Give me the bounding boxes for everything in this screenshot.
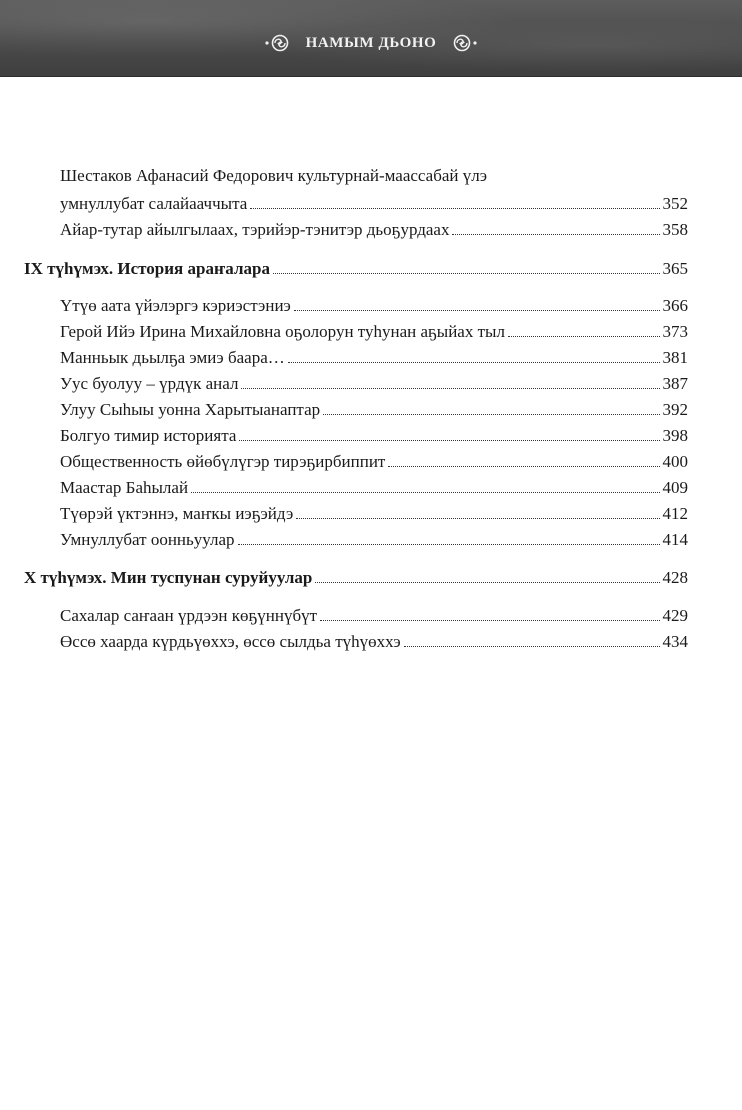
toc-entry-title: Сахалар саҥаан үрдээн көҕүннүбүт: [60, 606, 318, 625]
toc-entry-title: Болгуо тимир историята: [60, 426, 237, 445]
toc-page-number: 429: [662, 606, 688, 625]
dot-leader: [250, 207, 659, 209]
toc-entry-title: Уус буолуу – үрдүк анал: [60, 374, 239, 393]
ornament-icon: [264, 33, 292, 53]
toc-entry: [60, 292, 688, 316]
toc-entry-title: Манньык дьылҕа эмиэ баара…: [60, 348, 285, 367]
toc-page-number: 373: [662, 322, 688, 341]
toc-entry: [60, 474, 688, 498]
toc-page-number: 428: [662, 568, 688, 587]
toc-entry-title: Маастар Баһылай: [60, 478, 189, 497]
dot-leader: [320, 619, 659, 621]
toc-page-number: 365: [662, 259, 688, 278]
dot-leader: [294, 309, 660, 311]
header-bar: [0, 30, 742, 56]
toc-entry-title: умнуллубат салайааччыта: [60, 194, 248, 213]
dot-leader: [288, 361, 660, 363]
toc-entry: [60, 448, 688, 472]
dot-leader: [239, 439, 659, 441]
toc-entry-title: Түөрэй үктэннэ, маҥкы иэҕэйдэ: [60, 504, 294, 523]
toc-entry: [60, 526, 688, 550]
toc-entry-title: Общественность өйөбүлүгэр тирэҕирбиппит: [60, 452, 386, 471]
chapter-title: IX түһүмэх. История араҥалара: [24, 259, 270, 278]
toc-page-number: 387: [662, 374, 688, 393]
toc-entry: [60, 344, 688, 368]
toc-page-number: 412: [662, 504, 688, 523]
toc-page-number: 358: [662, 220, 688, 239]
toc-entry-title: Айар-тутар айылгылаах, тэрийэр-тэнитэр дьоҕурдаах: [60, 220, 450, 239]
toc-page-number: 366: [662, 296, 688, 315]
toc-entry-title: Герой Ийэ Ирина Михайловна оҕолорун туһунан аҕыйах тыл: [60, 322, 505, 341]
toc-entry-title: Өссө хаарда күрдьүөххэ, өссө сылдьа түһүөххэ: [60, 632, 401, 651]
dot-leader: [191, 491, 659, 493]
toc-chapter-heading: [24, 255, 688, 279]
ornament-icon: [450, 33, 478, 53]
toc-page-number: 392: [662, 400, 688, 419]
toc-entry: [60, 500, 688, 524]
toc-page-number: 434: [662, 632, 688, 651]
toc-entry: [60, 318, 688, 342]
dot-leader: [508, 335, 660, 337]
dot-leader: [296, 517, 659, 519]
toc-page-number: 398: [662, 426, 688, 445]
dot-leader: [452, 233, 659, 235]
toc-entry-title: Үтүө аата үйэлэргэ кэриэстэниэ: [60, 296, 291, 315]
page-header: [0, 0, 742, 77]
toc-page-number: 381: [662, 348, 688, 367]
toc-entry: [60, 216, 688, 240]
toc-page-number: 400: [662, 452, 688, 471]
dot-leader: [241, 387, 659, 389]
chapter-title: X түһүмэх. Мин туспунан суруйуулар: [24, 568, 313, 587]
dot-leader: [388, 465, 659, 467]
toc-entry: [60, 190, 688, 214]
toc-entry: [60, 396, 688, 420]
dot-leader: [273, 272, 660, 274]
header-title: НАМЫМ ДЬОНО: [305, 34, 437, 51]
dot-leader: [315, 581, 659, 583]
toc-entry: [60, 602, 688, 626]
dot-leader: [323, 413, 659, 415]
dot-leader: [238, 543, 660, 545]
toc-chapter-heading: [24, 564, 688, 588]
toc-page-number: 352: [662, 194, 688, 213]
toc-entry: [60, 628, 688, 652]
toc-entry: [60, 370, 688, 394]
toc-entry-title: Умнуллубат оонньуулар: [60, 530, 235, 549]
dot-leader: [404, 645, 660, 647]
toc-entry-title: Улуу Сыһыы уонна Харытыанаптар: [60, 400, 321, 419]
toc-page-number: 414: [662, 530, 688, 549]
toc-page-number: 409: [662, 478, 688, 497]
toc-entry: [60, 422, 688, 446]
toc-entry-line: Шестаков Афанасий Федорович культурнай-маассабай үлэ: [60, 166, 488, 185]
